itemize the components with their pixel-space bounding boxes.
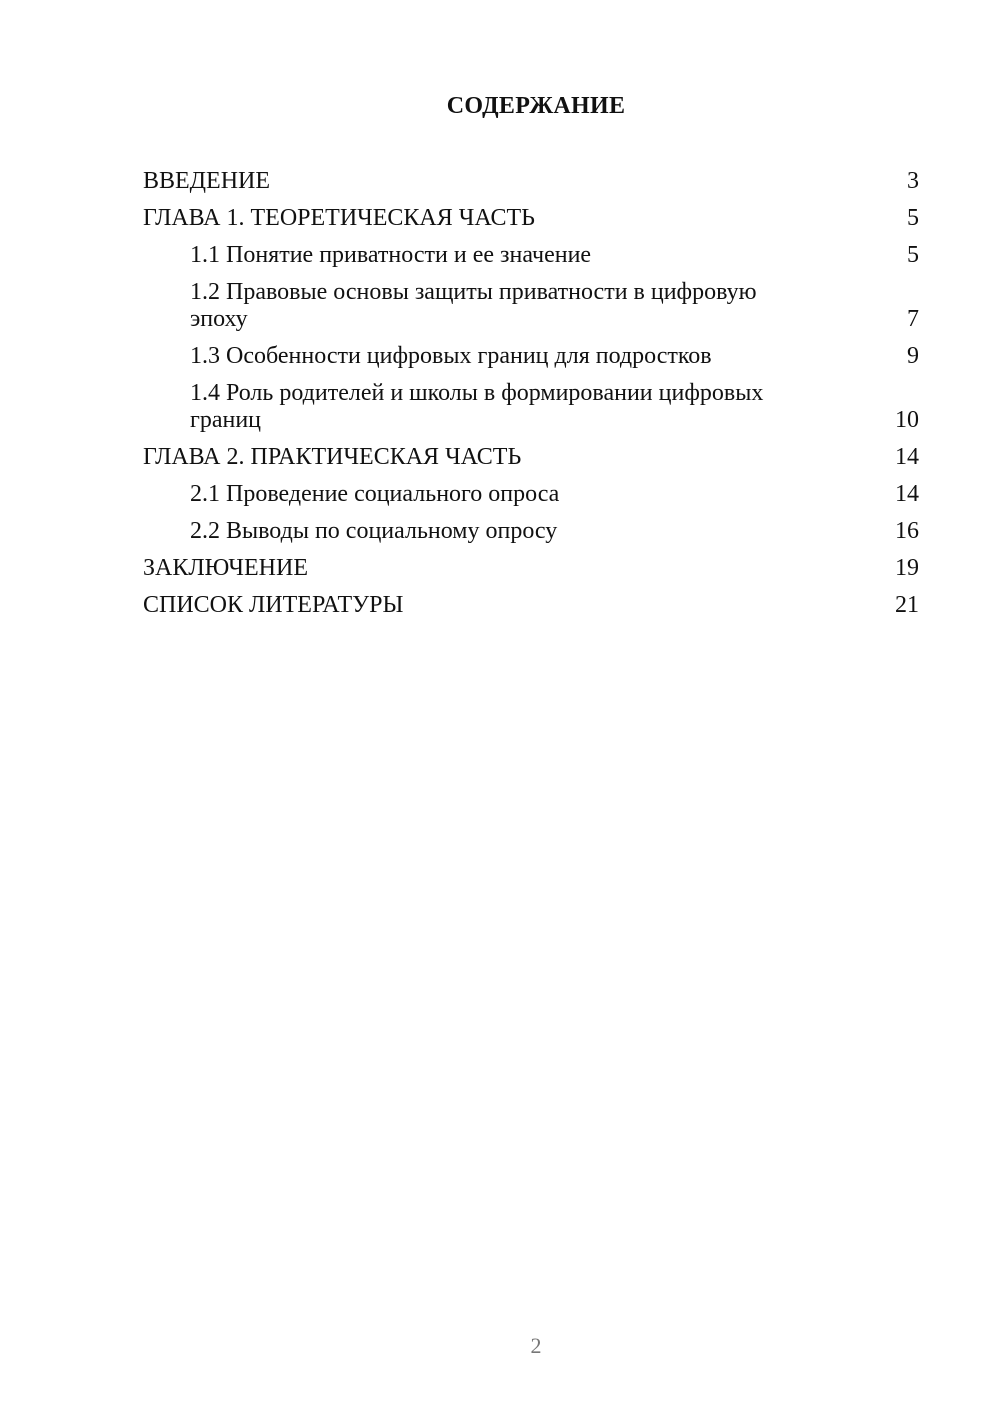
toc-entry-introduction[interactable] — [143, 168, 919, 195]
toc-entry-label: ГЛАВА 2. ПРАКТИЧЕСКАЯ ЧАСТЬ — [143, 444, 522, 470]
toc-entry-page: 16 — [895, 518, 919, 544]
toc-entry-references[interactable] — [143, 592, 919, 619]
toc-entry-label: 1.1 Понятие приватности и ее значение — [190, 242, 592, 268]
page-title: СОДЕРЖАНИЕ — [446, 93, 626, 119]
toc-entry-page: 9 — [907, 343, 919, 369]
toc-entry-section-2-1[interactable] — [143, 481, 919, 508]
toc-entry-section-1-1[interactable] — [143, 242, 919, 269]
toc-entry-label: 2.1 Проведение социального опроса — [190, 481, 560, 507]
table-of-contents — [143, 168, 919, 629]
toc-entry-page: 19 — [895, 555, 919, 581]
toc-entry-chapter-2[interactable] — [143, 444, 919, 471]
toc-entry-section-1-4[interactable] — [143, 380, 919, 434]
page-number: 2 — [530, 1333, 542, 1358]
toc-entry-conclusion[interactable] — [143, 555, 919, 582]
toc-entry-page: 5 — [907, 205, 919, 231]
toc-entry-page: 14 — [895, 481, 919, 507]
toc-entry-page: 21 — [895, 592, 919, 618]
toc-entry-chapter-1[interactable] — [143, 205, 919, 232]
toc-entry-label: ЗАКЛЮЧЕНИЕ — [143, 555, 308, 581]
toc-entry-page: 10 — [895, 407, 919, 433]
toc-entry-label: ВВЕДЕНИЕ — [143, 168, 271, 194]
toc-entry-page: 3 — [907, 168, 919, 194]
toc-entry-page: 14 — [895, 444, 919, 470]
toc-entry-page: 7 — [907, 306, 919, 332]
toc-entry-section-1-2[interactable] — [143, 279, 919, 333]
toc-entry-label: 1.4 Роль родителей и школы в формировании цифровых границ — [190, 380, 764, 433]
toc-entry-section-2-2[interactable] — [143, 518, 919, 545]
toc-entry-label: ГЛАВА 1. ТЕОРЕТИЧЕСКАЯ ЧАСТЬ — [143, 205, 535, 231]
toc-entry-label: 1.3 Особенности цифровых границ для подростков — [190, 343, 712, 369]
toc-entry-label: 2.2 Выводы по социальному опросу — [190, 518, 558, 544]
toc-entry-section-1-3[interactable] — [143, 343, 919, 370]
toc-entry-page: 5 — [907, 242, 919, 268]
toc-entry-label: 1.2 Правовые основы защиты приватности в цифровую эпоху — [190, 279, 757, 332]
toc-entry-label: СПИСОК ЛИТЕРАТУРЫ — [143, 592, 404, 618]
